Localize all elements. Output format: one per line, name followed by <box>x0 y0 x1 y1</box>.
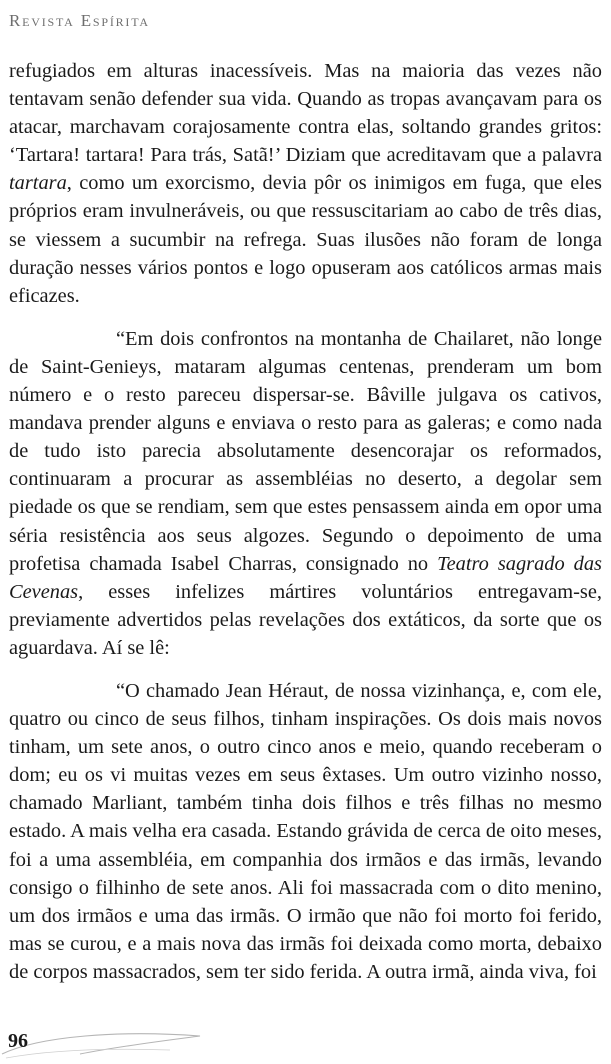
page-number: 96 <box>8 1030 28 1052</box>
italic-term: tartara <box>9 172 67 195</box>
paragraph-3 <box>9 677 602 986</box>
page-body <box>9 57 602 986</box>
text-run: “O chamado Jean Héraut, de nossa vizinhança, e, com ele, quatro ou cinco de seus filhos, tinham inspirações. Os dois mais novos tinham, um sete anos, o outro cinco anos e meio, quando receberam o dom; eu os vi muitas vezes em seus êxtases. Um outro vizinho nosso, chamado Marliant, também tinha dois filhos e três filhas no mesmo estado. A mais velha era casada. Estando grávida de cerca de oito meses, foi a uma assembléia, em companhia dos irmãos e das irmãs, levando consigo o filhinho de sete anos. Ali foi massacrada com o dito menino, um dos irmãos e uma das irmãs. O irmão que não foi morto foi ferido, mas se curou, e a mais nova das irmãs foi deixada como morta, debaixo de corpos massacrados, sem ter sido ferida. A outra irmã, ainda viva, foi <box>9 679 602 983</box>
paragraph-1 <box>9 57 602 310</box>
text-run: “Em dois confrontos na montanha de Chailaret, não longe de Saint-Genieys, mataram algumas centenas, prenderam um bom número e o resto pareceu dispersar-se. Bâville julgava os cativos, mandava prender alguns e enviava o resto para as galeras; e como nada de tudo isto parecia absolutamente desencorajar os reformados, continuaram a procurar as assembléias no deserto, a degolar sem piedade os que se rendiam, sem que estes pensassem ainda em opor uma séria resistência aos seus algozes. Segundo o depoimento de uma profetisa chamada Isabel Charras, consignado no <box>9 327 602 575</box>
text-run: , como um exorcismo, devia pôr os inimigos em fuga, que eles próprios eram invulneráveis, ou que ressuscitariam ao cabo de três dias, se viessem a sucumbir na refrega. Suas ilusões não foram de longa duração nesses vários pontos e logo opuseram aos católicos armas mais eficazes. <box>9 172 602 307</box>
decorative-swash <box>0 1024 220 1064</box>
text-run: , esses infelizes mártires voluntários entregavam-se, previamente advertidos pelas revelações dos extáticos, da sorte que os aguardava. Aí se lê: <box>9 580 602 659</box>
italic-title: Teatro sagrado das Cevenas <box>9 552 602 603</box>
running-head: Revista Espírita <box>9 11 150 30</box>
paragraph-2 <box>9 325 602 662</box>
text-run: refugiados em alturas inacessíveis. Mas na maioria das vezes não tentavam senão defender sua vida. Quando as tropas avançavam para os atacar, marchavam corajosamente contra elas, soltando grandes gritos: ‘Tartara! tartara! Para trás, Satã!’ Diziam que acreditavam que a palavra <box>9 60 602 167</box>
